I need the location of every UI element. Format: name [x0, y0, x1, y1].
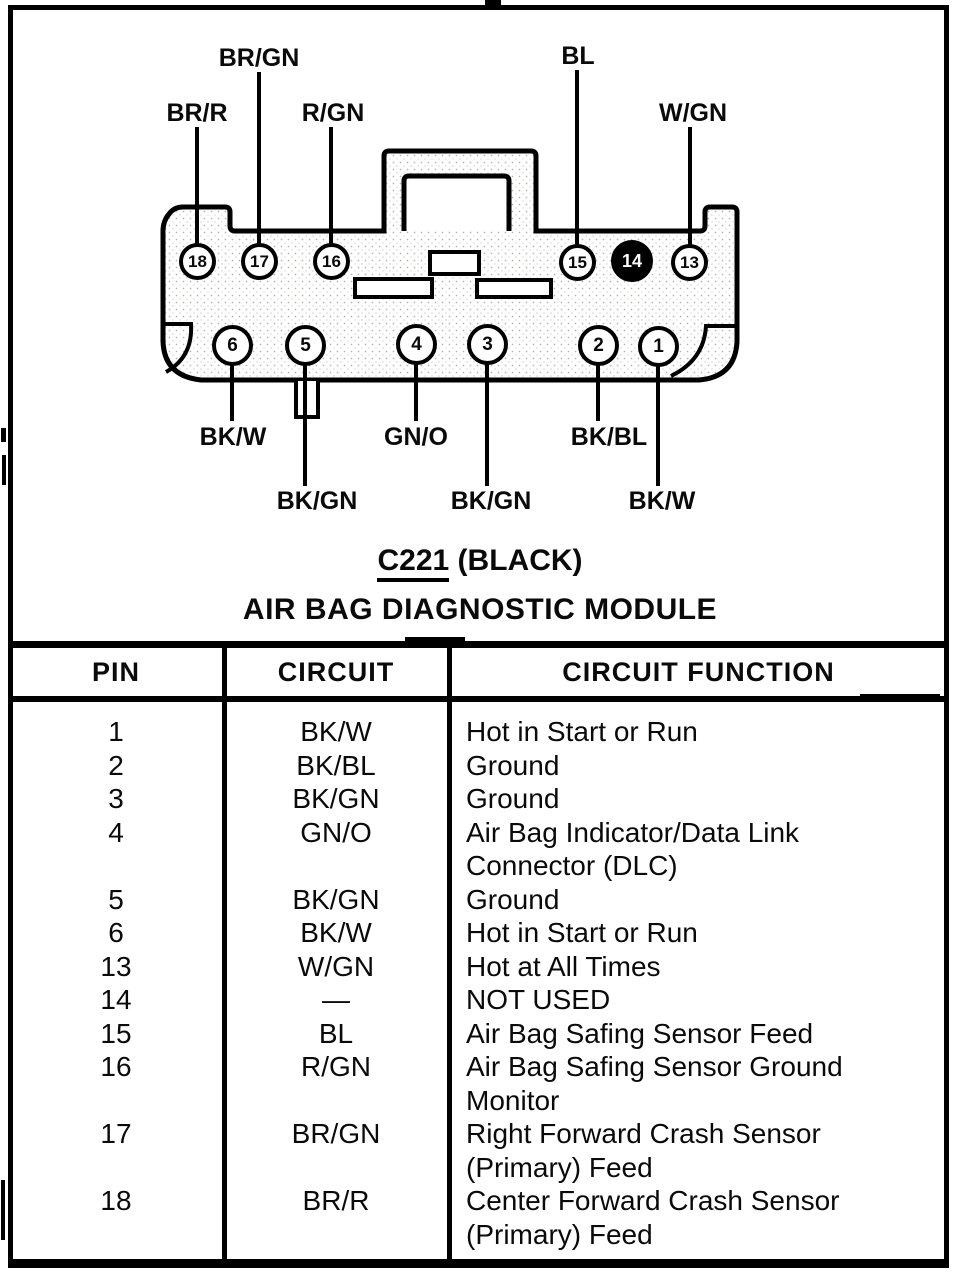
- scan-artifact: [1, 1180, 5, 1240]
- function-line-1: Air Bag Indicator/Data Link: [466, 816, 800, 848]
- pin-value: 5: [108, 883, 124, 915]
- circuit-value: BK/W: [300, 716, 372, 747]
- circuit-value: R/GN: [301, 1051, 371, 1082]
- circuit-value: BR/GN: [291, 1118, 381, 1149]
- wire-label-bk-w-1: BK/W: [628, 487, 696, 515]
- circuit-value: BK/W: [300, 917, 372, 948]
- function-value: [448, 950, 949, 984]
- header-function: CIRCUIT FUNCTION: [448, 648, 949, 699]
- function-line-1: Hot in Start or Run: [466, 716, 698, 747]
- table-row: [8, 816, 949, 883]
- keyway-slot-left: [355, 279, 432, 297]
- wire-label-bk-w-6: BK/W: [199, 423, 267, 451]
- function-line-2: (Primary) Feed: [466, 1151, 653, 1183]
- table-column-divider-1: [222, 648, 227, 1259]
- circuit-value: BK/GN: [292, 783, 380, 814]
- wire-label-gn-o: GN/O: [384, 423, 448, 451]
- pin-value: 16: [100, 1051, 132, 1082]
- function-line-1: NOT USED: [466, 984, 611, 1015]
- pin-value: 15: [100, 1017, 132, 1049]
- header-circuit: CIRCUIT: [224, 648, 448, 699]
- function-line-1: Ground: [466, 883, 560, 915]
- table-row: [8, 916, 949, 950]
- function-line-2: Monitor: [466, 1084, 560, 1116]
- latch-tab-inner: [404, 176, 509, 231]
- pin-value: 1: [108, 716, 124, 747]
- pin-value: 2: [108, 749, 124, 781]
- table-row: [8, 1050, 949, 1117]
- function-value: [448, 1050, 949, 1117]
- pin-value: 3: [108, 783, 124, 814]
- header-pin: PIN: [8, 648, 224, 699]
- wire-label-r-gn: R/GN: [301, 99, 365, 127]
- pin-13: 13: [671, 244, 708, 281]
- pin-18: 18: [179, 243, 216, 280]
- wire-label-bk-gn-3: BK/GN: [450, 487, 532, 515]
- circuit-value: BK/GN: [292, 883, 380, 915]
- function-line-1: Hot in Start or Run: [466, 917, 698, 948]
- keyway-slot-center: [430, 252, 479, 274]
- wire-label-w-gn: W/GN: [658, 99, 728, 127]
- table-column-divider-2: [447, 648, 452, 1259]
- function-line-1: Air Bag Safing Sensor Ground: [466, 1051, 843, 1082]
- table-row: [8, 883, 949, 917]
- circuit-value: GN/O: [300, 816, 372, 848]
- function-line-1: Right Forward Crash Sensor: [466, 1118, 821, 1149]
- table-row: [8, 1017, 949, 1051]
- circuit-value: —: [322, 984, 350, 1015]
- table-row: [8, 749, 949, 783]
- function-value: [448, 816, 949, 883]
- wire-label-bl: BL: [561, 42, 595, 70]
- pin-5: 5: [285, 325, 326, 366]
- circuit-value: BK/BL: [296, 749, 376, 781]
- connector-caption: [0, 544, 960, 578]
- circuit-value: BR/R: [302, 1185, 370, 1216]
- pin-3: 3: [467, 324, 508, 365]
- function-value: [448, 916, 949, 950]
- pinout-table: [8, 641, 949, 1268]
- wire-label-bk-bl: BK/BL: [570, 423, 648, 451]
- connector-color-note: (BLACK): [457, 544, 583, 577]
- table-row: [8, 782, 949, 816]
- table-row: [8, 983, 949, 1017]
- function-value: [448, 983, 949, 1017]
- function-value: [448, 1117, 949, 1184]
- pin-14: 14: [611, 240, 653, 282]
- function-line-2: Connector (DLC): [466, 850, 678, 881]
- table-header-row: [8, 648, 949, 699]
- pin-4: 4: [396, 324, 437, 365]
- function-line-1: Ground: [466, 783, 560, 814]
- function-value: [448, 782, 949, 816]
- pin-value: 4: [108, 816, 124, 848]
- function-value: [448, 1017, 949, 1051]
- diagram-title: AIR BAG DIAGNOSTIC MODULE: [242, 593, 718, 626]
- pin-2: 2: [578, 325, 619, 366]
- circuit-value: BL: [318, 1017, 354, 1049]
- pin-value: 17: [100, 1118, 132, 1149]
- function-line-1: Hot at All Times: [466, 950, 661, 982]
- connector-code: C221: [377, 544, 449, 582]
- function-line-1: Air Bag Safing Sensor Feed: [466, 1017, 814, 1049]
- table-row: [8, 950, 949, 984]
- function-value: [448, 883, 949, 917]
- pin-1: 1: [638, 326, 679, 367]
- table-row: [8, 699, 949, 749]
- wire-label-bk-gn-5: BK/GN: [276, 487, 358, 515]
- pin-value: 14: [100, 984, 132, 1015]
- function-line-1: Center Forward Crash Sensor: [466, 1185, 840, 1216]
- table-row: [8, 1184, 949, 1251]
- pin-15: 15: [559, 244, 596, 281]
- circuit-value: W/GN: [297, 950, 375, 982]
- function-line-1: Ground: [466, 749, 560, 781]
- pin-6: 6: [212, 325, 253, 366]
- table-row: [8, 1117, 949, 1184]
- pin-17: 17: [241, 243, 278, 280]
- pin-value: 6: [108, 917, 124, 948]
- wire-label-br-r: BR/R: [166, 99, 228, 127]
- keyway-slot-right: [477, 280, 551, 297]
- function-value: [448, 699, 949, 749]
- pin-value: 18: [100, 1185, 132, 1216]
- function-line-2: (Primary) Feed: [466, 1218, 653, 1250]
- pin-value: 13: [100, 950, 132, 982]
- function-value: [448, 1184, 949, 1251]
- wire-label-br-gn: BR/GN: [218, 44, 300, 72]
- function-value: [448, 749, 949, 783]
- pin-16: 16: [313, 243, 350, 280]
